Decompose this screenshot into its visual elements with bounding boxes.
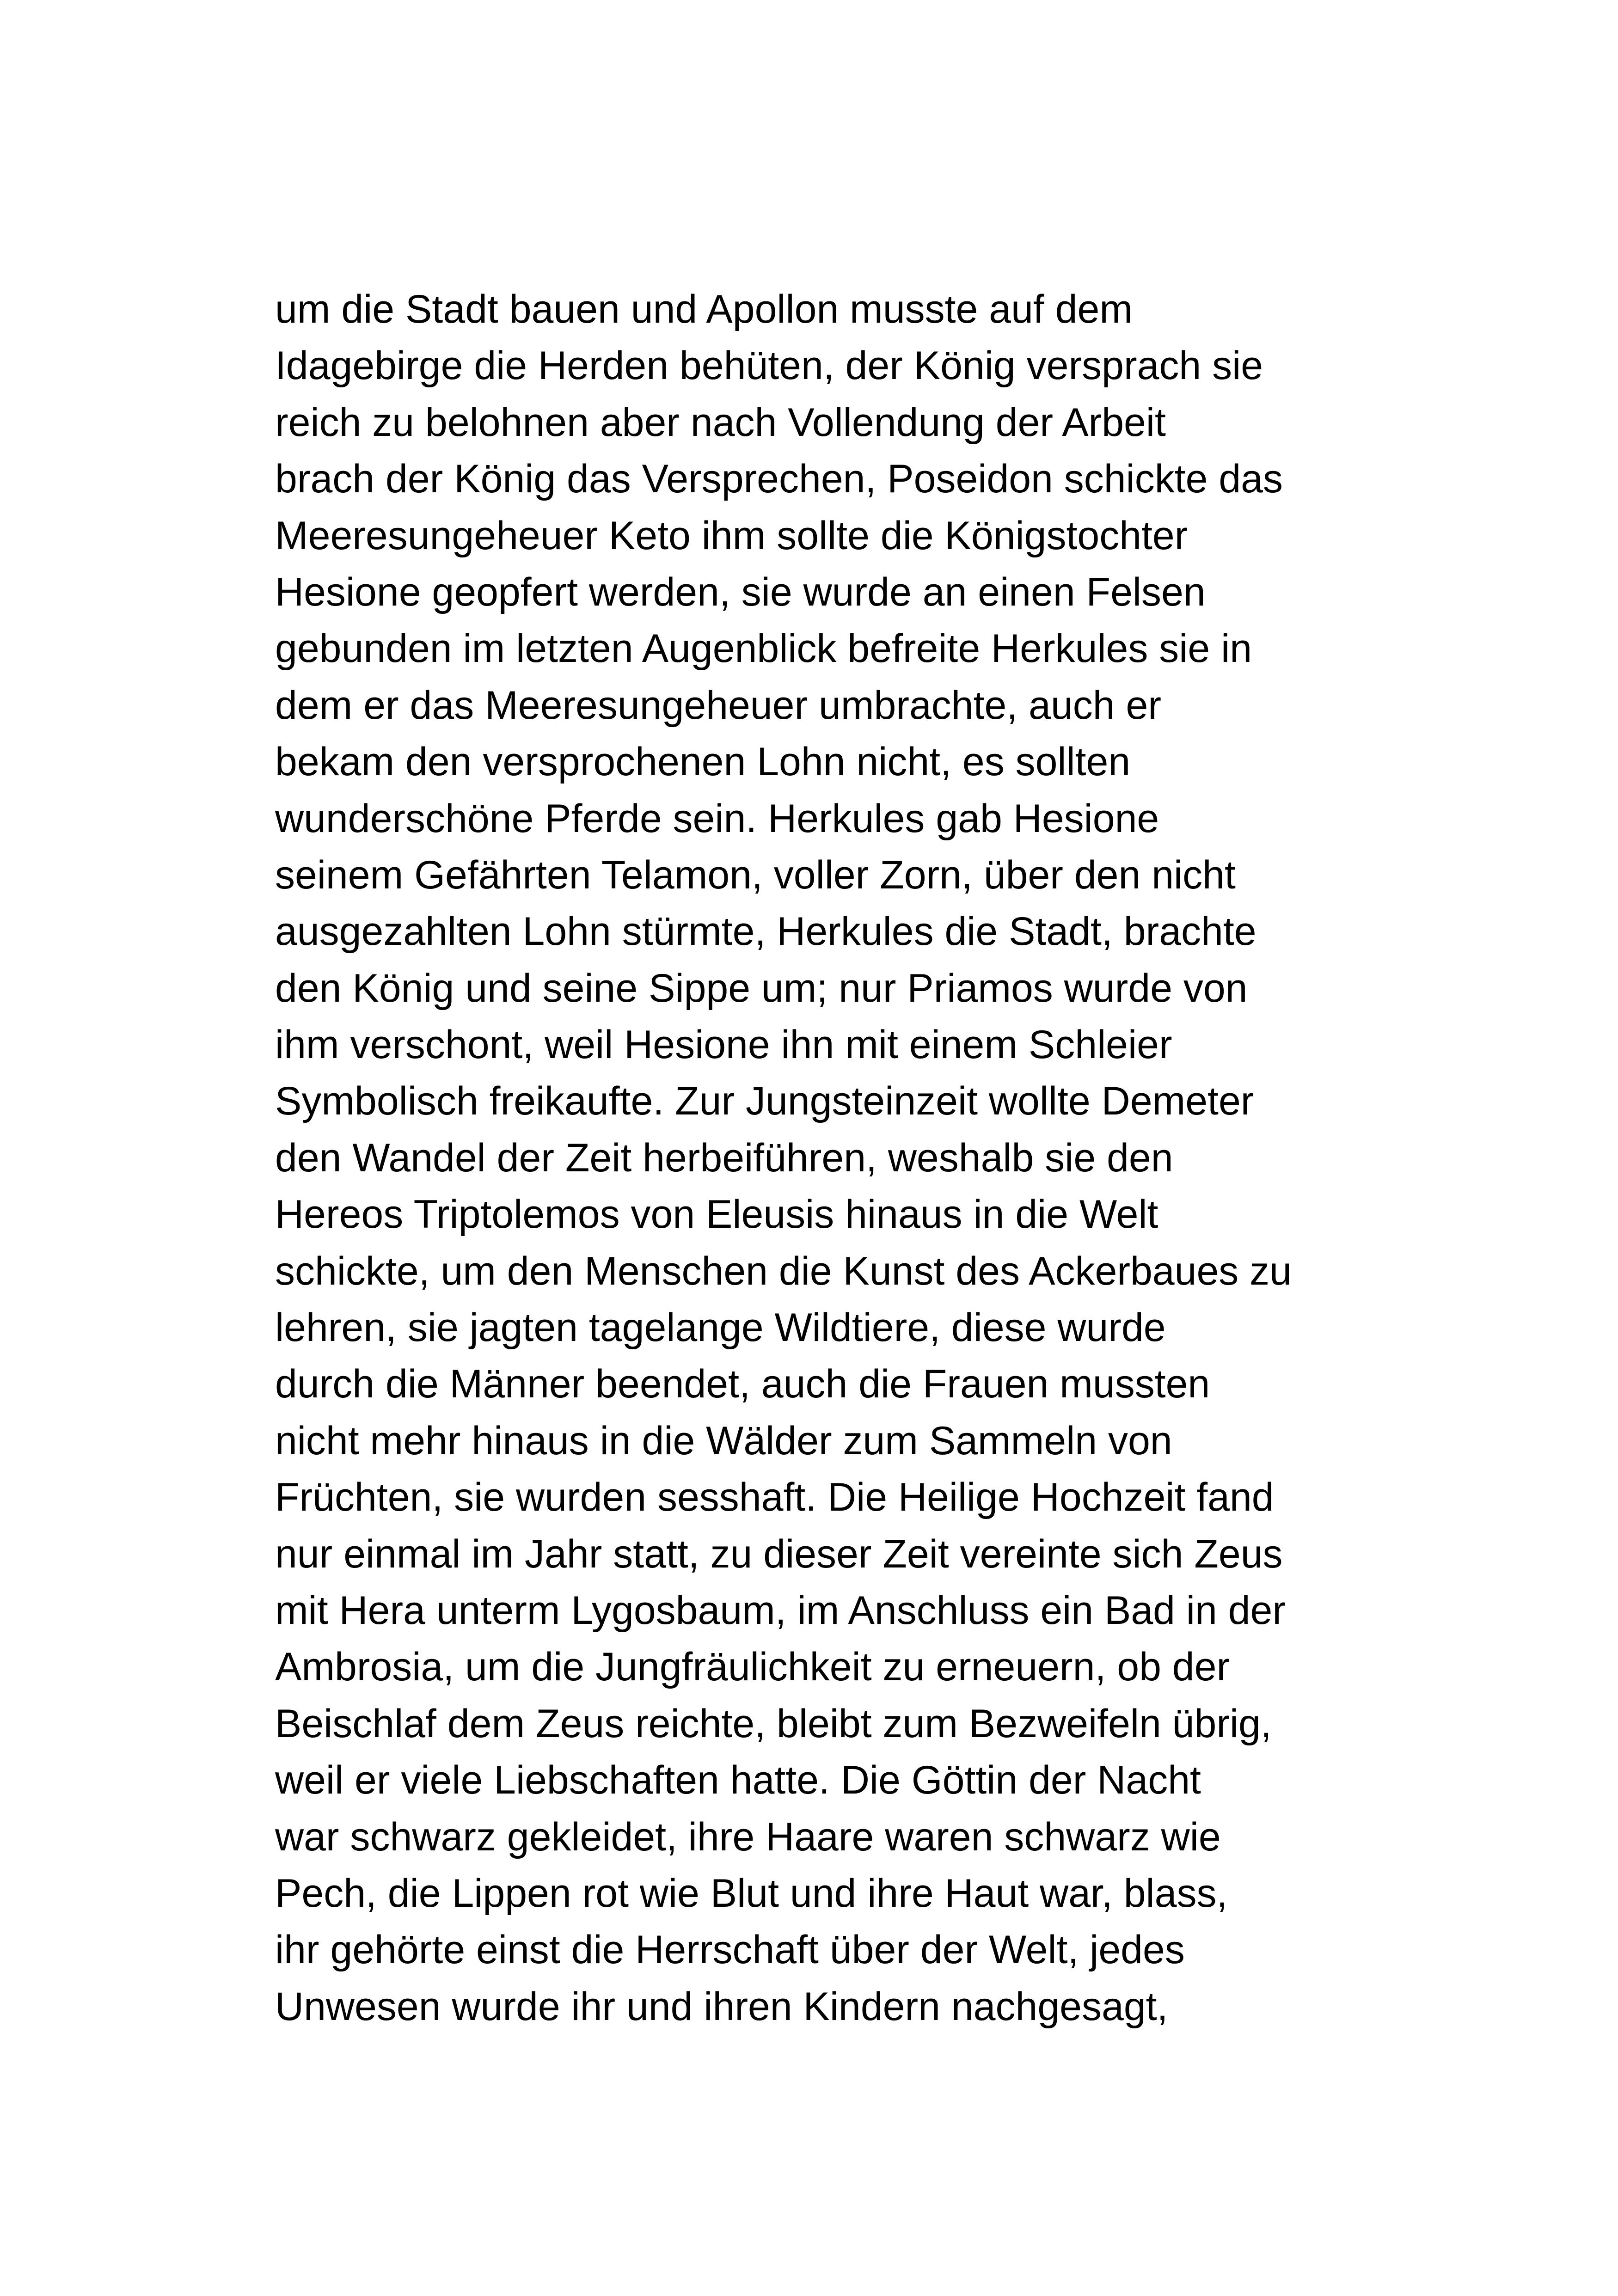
text-line: weil er viele Liebschaften hatte. Die Göttin der Nacht bbox=[275, 1758, 1201, 1803]
text-line: dem er das Meeresungeheuer umbrachte, auch er bbox=[275, 683, 1161, 728]
body-text bbox=[275, 281, 1431, 2035]
text-line: Ambrosia, um die Jungfräulichkeit zu erneuern, ob der bbox=[275, 1645, 1230, 1690]
text-line: Hereos Triptolemos von Eleusis hinaus in die Welt bbox=[275, 1192, 1158, 1237]
text-line: gebunden im letzten Augenblick befreite Herkules sie in bbox=[275, 626, 1252, 671]
text-line: Pech, die Lippen rot wie Blut und ihre Haut war, blass, bbox=[275, 1871, 1228, 1916]
text-line: Früchten, sie wurden sesshaft. Die Heilige Hochzeit fand bbox=[275, 1475, 1274, 1520]
text-line: Meeresungeheuer Keto ihm sollte die Königstochter bbox=[275, 513, 1188, 558]
text-line: Beischlaf dem Zeus reichte, bleibt zum Bezweifeln übrig, bbox=[275, 1701, 1272, 1746]
text-line: wunderschöne Pferde sein. Herkules gab Hesione bbox=[275, 796, 1159, 841]
text-line: seinem Gefährten Telamon, voller Zorn, über den nicht bbox=[275, 852, 1236, 897]
text-line: nicht mehr hinaus in die Wälder zum Sammeln von bbox=[275, 1418, 1172, 1463]
text-line: um die Stadt bauen und Apollon musste auf dem bbox=[275, 287, 1133, 331]
text-line: Idagebirge die Herden behüten, der König versprach sie bbox=[275, 343, 1263, 388]
text-line: Unwesen wurde ihr und ihren Kindern nachgesagt, bbox=[275, 1984, 1168, 2029]
text-line: reich zu belohnen aber nach Vollendung der Arbeit bbox=[275, 400, 1166, 445]
text-line: ausgezahlten Lohn stürmte, Herkules die Stadt, brachte bbox=[275, 909, 1256, 954]
text-line: ihr gehörte einst die Herrschaft über der Welt, jedes bbox=[275, 1928, 1185, 1972]
text-line: Hesione geopfert werden, sie wurde an einen Felsen bbox=[275, 569, 1206, 614]
text-line: ihm verschont, weil Hesione ihn mit einem Schleier bbox=[275, 1022, 1172, 1067]
text-line: brach der König das Versprechen, Poseidon schickte das bbox=[275, 457, 1283, 502]
text-line: den Wandel der Zeit herbeiführen, weshalb sie den bbox=[275, 1135, 1173, 1180]
text-line: Symbolisch freikaufte. Zur Jungsteinzeit wollte Demeter bbox=[275, 1079, 1254, 1124]
text-line: lehren, sie jagten tagelange Wildtiere, diese wurde bbox=[275, 1305, 1166, 1350]
text-line: bekam den versprochenen Lohn nicht, es sollten bbox=[275, 740, 1131, 784]
text-line: schickte, um den Menschen die Kunst des Ackerbaues zu bbox=[275, 1249, 1292, 1293]
text-line: den König und seine Sippe um; nur Priamos wurde von bbox=[275, 966, 1248, 1010]
text-line: mit Hera unterm Lygosbaum, im Anschluss ein Bad in der bbox=[275, 1588, 1286, 1633]
text-line: durch die Männer beendet, auch die Frauen mussten bbox=[275, 1362, 1210, 1407]
text-line: war schwarz gekleidet, ihre Haare waren schwarz wie bbox=[275, 1814, 1221, 1859]
text-line: nur einmal im Jahr statt, zu dieser Zeit vereinte sich Zeus bbox=[275, 1531, 1283, 1576]
